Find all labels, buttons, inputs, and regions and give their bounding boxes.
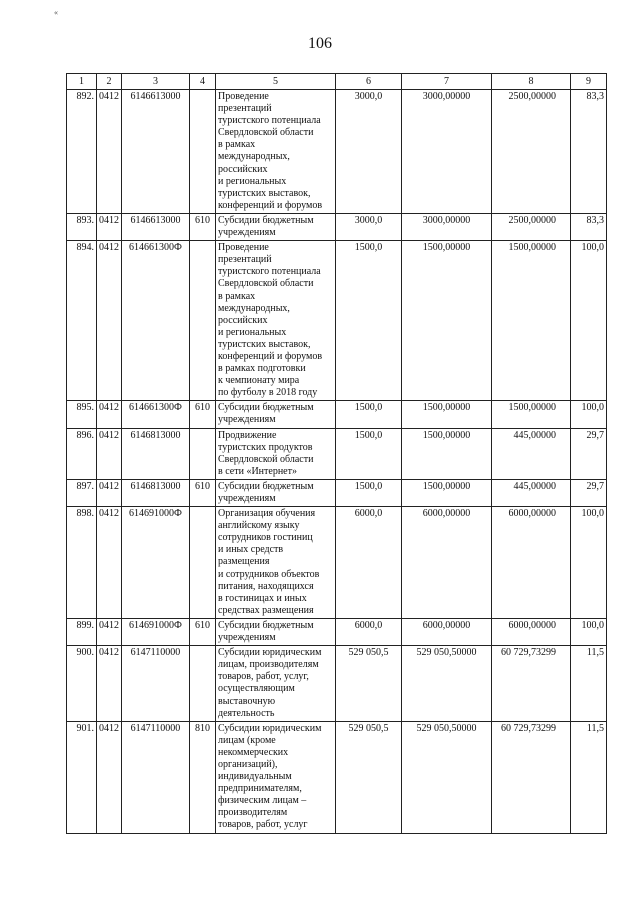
approved-amount: 3000,00000 (402, 213, 492, 240)
row-number: 895. (67, 401, 97, 428)
table-row (67, 401, 607, 428)
row-number: 900. (67, 646, 97, 722)
item-name: Проведение презентаций туристского потенциала Свердловской области в рамках международных, российских и региональных туристских выставок, конференций и форумов в рамках подготовки к чемпионату мира по футболу в 2018 году (216, 241, 336, 401)
executed-amount: 1500,00000 (492, 401, 571, 428)
execution-percent: 100,0 (571, 507, 607, 619)
item-name: Продвижение туристских продуктов Свердловской области в сети «Интернет» (216, 428, 336, 479)
target-article-code: 614691000Ф (122, 618, 190, 645)
planned-amount: 3000,0 (336, 90, 402, 214)
approved-amount: 3000,00000 (402, 90, 492, 214)
table-row (67, 479, 607, 506)
table-row (67, 241, 607, 401)
item-name: Проведение презентаций туристского потенциала Свердловской области в рамках международных, российских и региональных туристских выставок, конференций и форумов (216, 90, 336, 214)
section-code: 0412 (97, 428, 122, 479)
section-code: 0412 (97, 90, 122, 214)
section-code: 0412 (97, 479, 122, 506)
approved-amount: 529 050,50000 (402, 721, 492, 833)
executed-amount: 60 729,73299 (492, 646, 571, 722)
expense-type-code (190, 90, 216, 214)
executed-amount: 445,00000 (492, 479, 571, 506)
execution-percent: 100,0 (571, 241, 607, 401)
table-row (67, 646, 607, 722)
header-cell: 6 (336, 74, 402, 90)
approved-amount: 1500,00000 (402, 401, 492, 428)
planned-amount: 6000,0 (336, 507, 402, 619)
table-body (67, 90, 607, 834)
item-name: Субсидии юридическим лицам, производителям товаров, работ, услуг, осуществляющим выставочную деятельность (216, 646, 336, 722)
table-row (67, 428, 607, 479)
execution-percent: 29,7 (571, 428, 607, 479)
header-cell: 5 (216, 74, 336, 90)
expense-type-code (190, 507, 216, 619)
header-cell: 4 (190, 74, 216, 90)
expense-type-code (190, 428, 216, 479)
expense-type-code (190, 241, 216, 401)
table-row (67, 721, 607, 833)
execution-percent: 29,7 (571, 479, 607, 506)
execution-percent: 100,0 (571, 618, 607, 645)
target-article-code: 6146613000 (122, 213, 190, 240)
budget-table (66, 73, 607, 834)
row-number: 898. (67, 507, 97, 619)
row-number: 899. (67, 618, 97, 645)
target-article-code: 6147110000 (122, 721, 190, 833)
approved-amount: 1500,00000 (402, 479, 492, 506)
target-article-code: 614661300Ф (122, 401, 190, 428)
page-number: 106 (308, 35, 332, 52)
section-code: 0412 (97, 618, 122, 645)
execution-percent: 11,5 (571, 646, 607, 722)
table-row (67, 90, 607, 214)
planned-amount: 1500,0 (336, 428, 402, 479)
section-code: 0412 (97, 507, 122, 619)
item-name: Субсидии бюджетным учреждениям (216, 401, 336, 428)
planned-amount: 1500,0 (336, 479, 402, 506)
corner-mark: « (54, 8, 58, 17)
row-number: 897. (67, 479, 97, 506)
table-row (67, 618, 607, 645)
section-code: 0412 (97, 213, 122, 240)
header-cell: 3 (122, 74, 190, 90)
executed-amount: 2500,00000 (492, 213, 571, 240)
row-number: 896. (67, 428, 97, 479)
row-number: 901. (67, 721, 97, 833)
execution-percent: 83,3 (571, 90, 607, 214)
table-row (67, 213, 607, 240)
target-article-code: 6146613000 (122, 90, 190, 214)
executed-amount: 6000,00000 (492, 618, 571, 645)
header-cell: 9 (571, 74, 607, 90)
expense-type-code: 610 (190, 401, 216, 428)
section-code: 0412 (97, 721, 122, 833)
item-name: Субсидии бюджетным учреждениям (216, 618, 336, 645)
target-article-code: 614691000Ф (122, 507, 190, 619)
approved-amount: 1500,00000 (402, 428, 492, 479)
executed-amount: 445,00000 (492, 428, 571, 479)
header-cell: 7 (402, 74, 492, 90)
execution-percent: 83,3 (571, 213, 607, 240)
header-row (67, 74, 607, 90)
expense-type-code: 810 (190, 721, 216, 833)
expense-type-code: 610 (190, 479, 216, 506)
expense-type-code (190, 646, 216, 722)
execution-percent: 11,5 (571, 721, 607, 833)
target-article-code: 6146813000 (122, 428, 190, 479)
header-cell: 8 (492, 74, 571, 90)
item-name: Субсидии бюджетным учреждениям (216, 213, 336, 240)
row-number: 892. (67, 90, 97, 214)
executed-amount: 6000,00000 (492, 507, 571, 619)
planned-amount: 6000,0 (336, 618, 402, 645)
approved-amount: 1500,00000 (402, 241, 492, 401)
section-code: 0412 (97, 646, 122, 722)
approved-amount: 529 050,50000 (402, 646, 492, 722)
section-code: 0412 (97, 241, 122, 401)
target-article-code: 6147110000 (122, 646, 190, 722)
item-name: Организация обучения английскому языку сотрудников гостиниц и иных средств размещения и сотрудников объектов питания, находящихся в гостиницах и иных средствах размещения (216, 507, 336, 619)
planned-amount: 3000,0 (336, 213, 402, 240)
planned-amount: 529 050,5 (336, 646, 402, 722)
expense-type-code: 610 (190, 213, 216, 240)
header-cell: 2 (97, 74, 122, 90)
row-number: 894. (67, 241, 97, 401)
expense-type-code: 610 (190, 618, 216, 645)
item-name: Субсидии юридическим лицам (кроме некоммерческих организаций), индивидуальным предпринимателям, физическим лицам – производителям товаров, работ, услуг (216, 721, 336, 833)
execution-percent: 100,0 (571, 401, 607, 428)
planned-amount: 1500,0 (336, 401, 402, 428)
planned-amount: 529 050,5 (336, 721, 402, 833)
table-row (67, 507, 607, 619)
approved-amount: 6000,00000 (402, 618, 492, 645)
executed-amount: 1500,00000 (492, 241, 571, 401)
header-cell: 1 (67, 74, 97, 90)
planned-amount: 1500,0 (336, 241, 402, 401)
section-code: 0412 (97, 401, 122, 428)
executed-amount: 2500,00000 (492, 90, 571, 214)
target-article-code: 6146813000 (122, 479, 190, 506)
target-article-code: 614661300Ф (122, 241, 190, 401)
executed-amount: 60 729,73299 (492, 721, 571, 833)
row-number: 893. (67, 213, 97, 240)
approved-amount: 6000,00000 (402, 507, 492, 619)
item-name: Субсидии бюджетным учреждениям (216, 479, 336, 506)
